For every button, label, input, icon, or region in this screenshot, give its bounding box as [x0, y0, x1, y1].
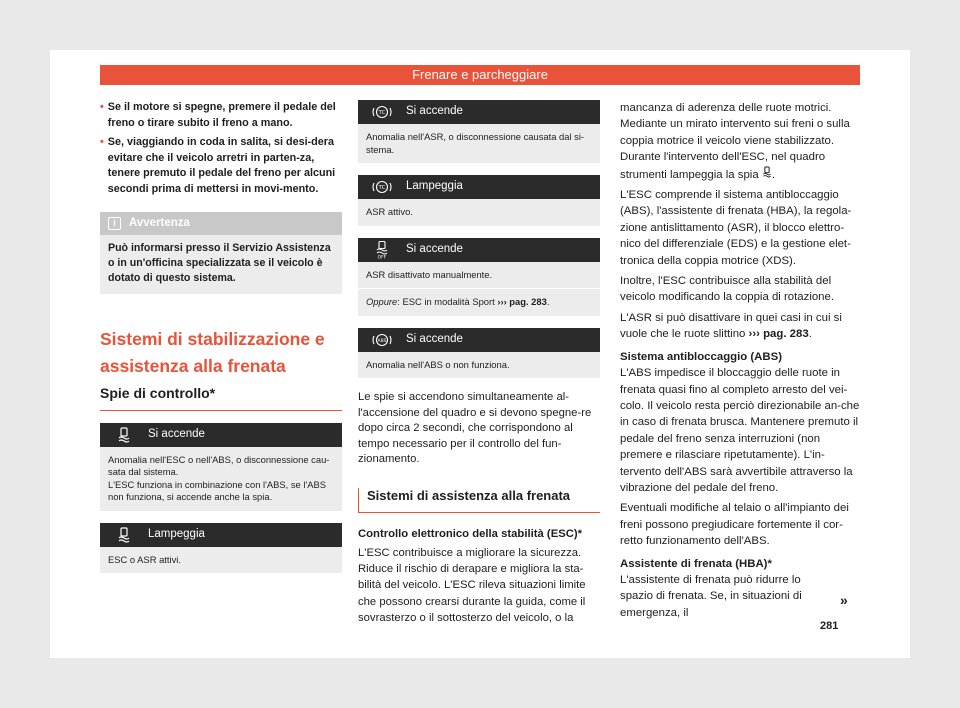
- svg-text:TC: TC: [378, 110, 386, 117]
- paragraph: L'assistente di frenata può ridurre lo spazio di frenata. Se, in situazioni di emergenza, il: [620, 573, 802, 619]
- section-title: Sistemi di stabilizzazione e assistenza alla frenata: [100, 329, 325, 377]
- indicator-box: TC Lampeggia ASR attivo.: [358, 175, 600, 226]
- paragraph: L'ESC contribuisce a migliorare la sicurezza. Riduce il rischio di derapare e migliora la sta-bilità del veicolo. L'ESC rileva situazioni limite che possono crearsi durante la guida, come il sovrasterzo o il sottosterzo del veicolo, o la: [358, 547, 586, 624]
- bullet-item: • Se il motore si spegne, premere il pedale del freno o tirare subito il freno a mano.: [100, 101, 336, 129]
- indicator-text: Oppure: ESC in modalità Sport ››› pag. 283.: [358, 288, 600, 316]
- esc-warning-icon: [762, 169, 772, 181]
- paragraph: L'ASR si può disattivare in quei casi in cui si vuole che le ruote slittino ››› pag. 283.: [620, 311, 842, 341]
- indicator-text: Anomalia nell'ASR, o disconnessione causata dal si-stema.: [366, 131, 585, 155]
- svg-text:ABS: ABS: [377, 338, 387, 344]
- esc-heading: Controllo elettronico della stabilità (ESC)*: [358, 528, 583, 541]
- page-number: 281: [820, 620, 839, 632]
- info-icon: i: [108, 217, 121, 230]
- subsection-title: Spie di controllo*: [100, 386, 342, 411]
- page-reference-link[interactable]: ››› pag. 283: [497, 296, 547, 307]
- esc-off-icon: [358, 241, 406, 259]
- paragraph: Inoltre, l'ESC contribuisce alla stabilità del veicolo modificando la coppia di rotazione.: [620, 275, 835, 304]
- paragraph: Eventuali modifiche al telaio o all'impianto dei freni possono pregiudicare fortemente il cor-retto funzionamento dell'ABS.: [620, 502, 849, 548]
- hba-heading: Assistente di frenata (HBA)*: [620, 557, 772, 570]
- indicator-box: OFF Si accende ASR disattivato manualmente. Oppure: ESC in modalità Sport ››› pag. 283.: [358, 238, 600, 316]
- page-reference-link[interactable]: ››› pag. 283: [748, 328, 809, 341]
- indicator-text: Anomalia nell'ESC o nell'ABS, o disconnessione cau-sata dal sistema. L'ESC funziona in combinazione con l'ABS, se l'ABS non funziona, si accende anche la spia.: [108, 453, 330, 503]
- paragraph: Le spie si accendono simultaneamente al-l'accensione del quadro e si devono spegne-re dopo circa 2 secondi, che corrispondono al tempo necessario per il controllo del fun-zionamento.: [358, 391, 592, 466]
- chapter-header: Frenare e parcheggiare: [100, 65, 860, 85]
- bullet-item: • Se, viaggiando in coda in salita, si desi-dera evitare che il veicolo arretri in parten-za, tenere premuto il pedale del freno per alcuni secondi prima di mettersi in movi-mento.: [100, 136, 336, 195]
- note-header: i Avvertenza: [100, 212, 342, 236]
- indicator-text: ESC o ASR attivi.: [108, 553, 181, 565]
- indicator-box: Lampeggia ESC o ASR attivi.: [100, 523, 342, 574]
- continue-marker: »: [840, 592, 848, 608]
- column-2: [358, 100, 600, 626]
- svg-text:OFF: OFF: [377, 255, 387, 259]
- tc-icon: [358, 180, 406, 194]
- indicator-text: ASR disattivato manualmente.: [366, 268, 493, 280]
- paragraph: L'ESC comprende il sistema antibloccaggio (ABS), l'assistente di frenata (HBA), la regola-zione antislittamento (ASR), il blocco elettro-nico del differenziale (EDS) e la gestione elet-tronica della coppia motrice (XDS).: [620, 189, 852, 267]
- subsection-title: Sistemi di assistenza alla frenata: [358, 488, 600, 514]
- abs-icon: [358, 333, 406, 347]
- note-text: Può informarsi presso il Servizio Assistenza o in un'officina specializzata se il veicolo è dotato di questo sistema.: [108, 242, 331, 285]
- note-box: [100, 212, 342, 295]
- abs-heading: Sistema antibloccaggio (ABS): [620, 350, 783, 363]
- indicator-text: Anomalia nell'ABS o non funziona.: [366, 358, 510, 370]
- indicator-box: ABS Si accende Anomalia nell'ABS o non funziona.: [358, 328, 600, 379]
- svg-text:TC: TC: [378, 185, 386, 192]
- tc-icon: [358, 105, 406, 119]
- paragraph: L'ABS impedisce il bloccaggio delle ruote in frenata quasi fino al completo arresto del vei-colo. Il veicolo resta perciò direzionabile an-che in caso di frenata brusca. Mantenere premuto il pedale del freno senza interruzioni (non premere e rilasciare ripetutamente). L'in-tervento dell'ABS sarà avvertibile attraverso la vibrazione del pedale del freno.: [620, 367, 860, 494]
- column-3: [620, 100, 860, 621]
- esc-warning-icon: [100, 427, 148, 443]
- paragraph: mancanza di aderenza delle ruote motrici. Mediante un mirato intervento sui freni o sulla coppia motrice il veicolo viene stabilizzato. Durante l'intervento dell'ESC, nel quadro strumenti lampeggia la spia .: [620, 102, 850, 181]
- indicator-box: TC Si accende Anomalia nell'ASR, o disconnessione causata dal si-stema.: [358, 100, 600, 163]
- indicator-box: Si accende Anomalia nell'ESC o nell'ABS, o disconnessione cau-sata dal sistema. L'ESC funziona in combinazione con l'ABS, se l'ABS non funziona, si accende anche la spia.: [100, 423, 342, 511]
- column-1: [100, 100, 342, 573]
- indicator-text: ASR attivo.: [366, 206, 413, 217]
- esc-warning-icon: [100, 527, 148, 543]
